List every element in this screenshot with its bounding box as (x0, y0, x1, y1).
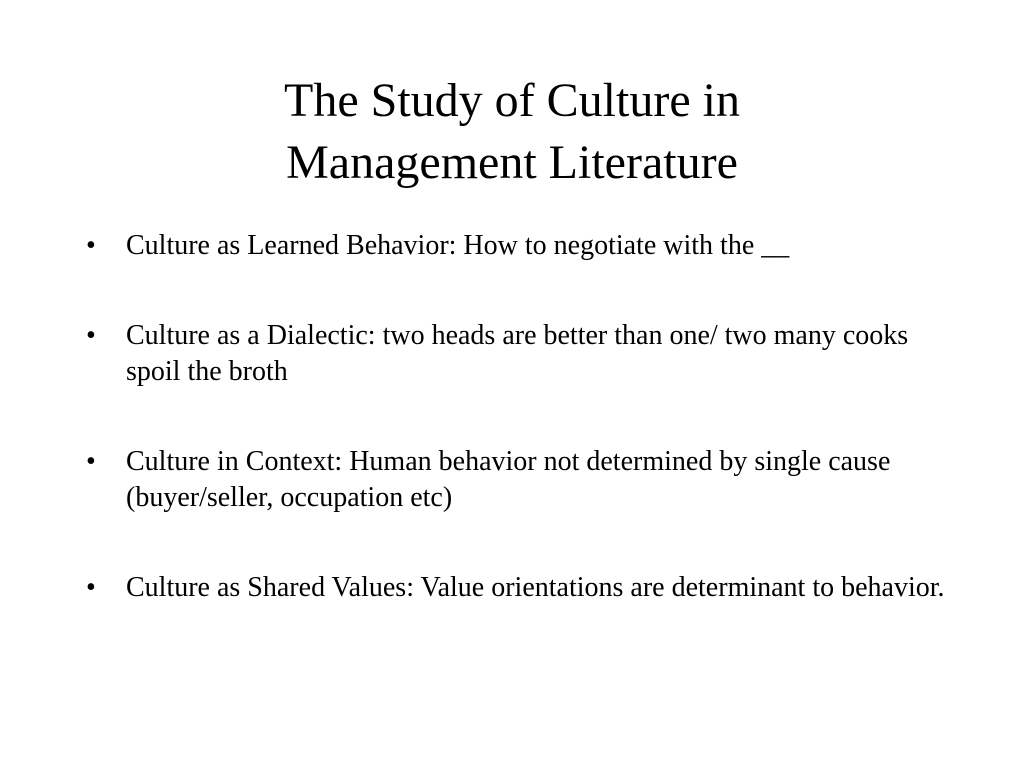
bullet-text: Culture as Learned Behavior: How to negotiate with the __ (126, 230, 790, 261)
bullet-item-context (86, 444, 966, 516)
bullet-dot-icon: • (86, 320, 96, 351)
bullet-dot-icon: • (86, 572, 96, 603)
bullet-text: Culture in Context: Human behavior not determined by single cause (buyer/seller, occupation etc) (126, 446, 891, 513)
slide-title-line-1: The Study of Culture in (284, 74, 740, 127)
slide-title (0, 70, 1024, 194)
bullet-dot-icon: • (86, 446, 96, 477)
bullet-item-learned-behavior (86, 228, 966, 264)
bullet-list (86, 228, 966, 660)
bullet-dot-icon: • (86, 230, 96, 261)
bullet-item-shared-values (86, 570, 966, 606)
bullet-item-dialectic (86, 318, 966, 390)
bullet-text: Culture as Shared Values: Value orientations are determinant to behavior. (126, 572, 945, 603)
slide-title-line-2: Management Literature (286, 136, 738, 189)
bullet-text: Culture as a Dialectic: two heads are better than one/ two many cooks spoil the broth (126, 320, 909, 387)
